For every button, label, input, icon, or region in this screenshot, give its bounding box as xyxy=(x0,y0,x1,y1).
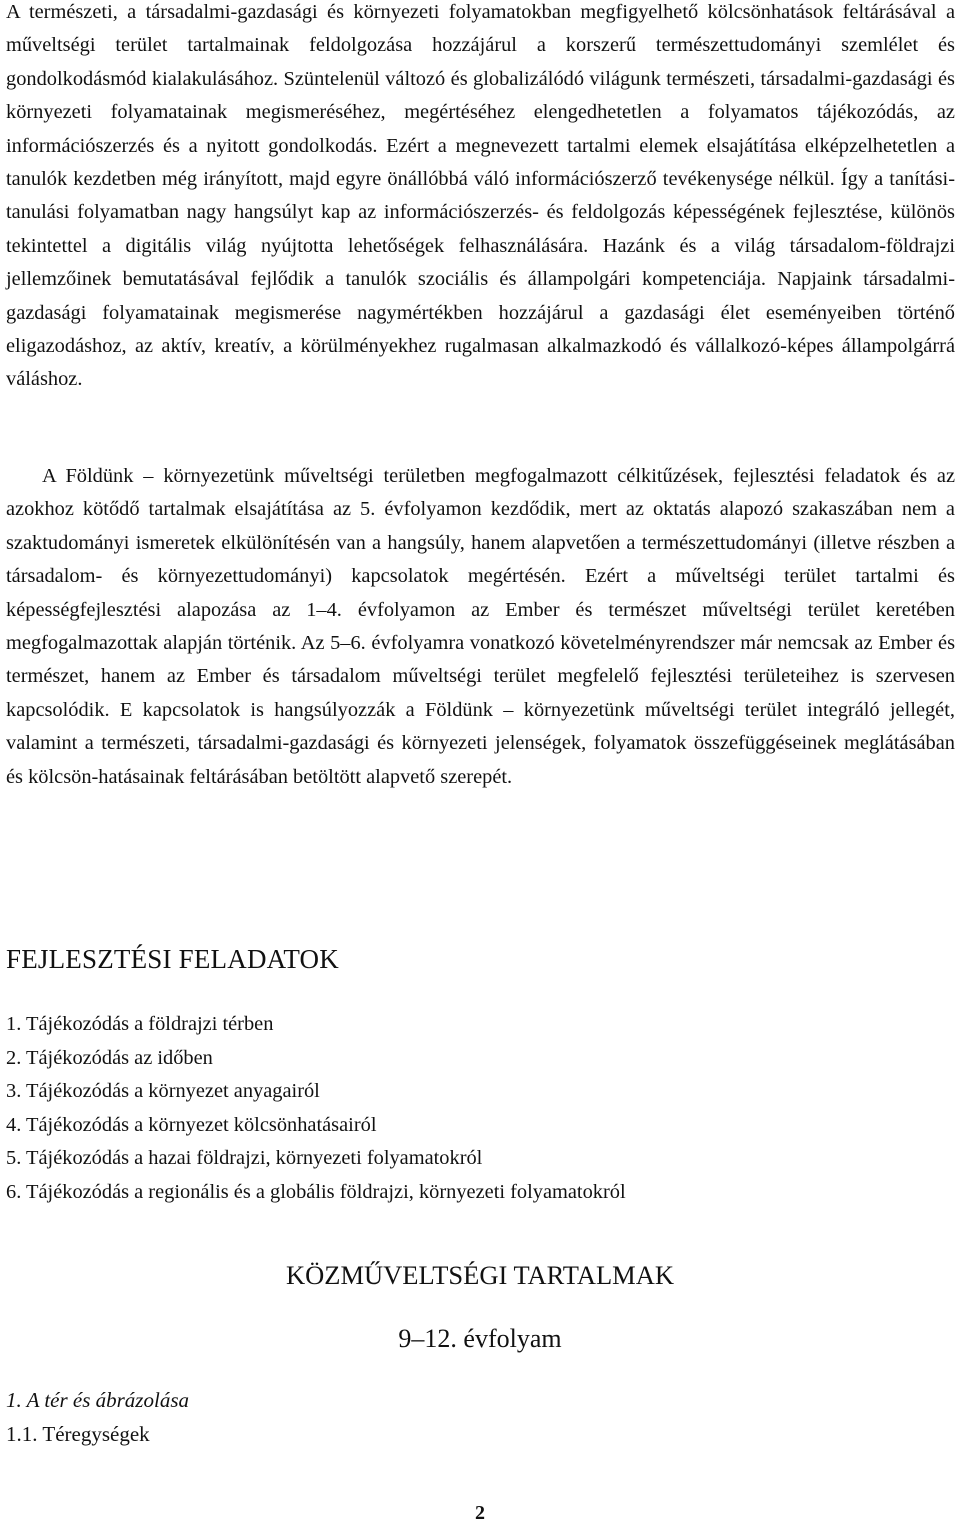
list-item: 1. Tájékozódás a földrajzi térben xyxy=(6,1013,274,1035)
section-heading: 1. A tér és ábrázolása xyxy=(6,1388,189,1412)
content-heading: KÖZMŰVELTSÉGI TARTALMAK xyxy=(286,1260,674,1290)
list-item: 4. Tájékozódás a környezet kölcsönhatásairól xyxy=(6,1113,377,1136)
grade-heading: 9–12. évfolyam xyxy=(398,1324,562,1353)
development-tasks-heading: FEJLESZTÉSI FELADATOK xyxy=(6,944,339,974)
list-item: 2. Tájékozódás az időben xyxy=(6,1046,213,1069)
page-number: 2 xyxy=(475,1502,485,1524)
list-item: 5. Tájékozódás a hazai földrajzi, környezeti folyamatokról xyxy=(6,1147,483,1170)
list-item: 3. Tájékozódás a környezet anyagairól xyxy=(6,1080,320,1103)
subsection-heading: 1.1. Téregységek xyxy=(6,1422,150,1446)
list-item: 6. Tájékozódás a regionális és a globális földrajzi, környezeti folyamatokról xyxy=(6,1180,626,1203)
intro-paragraph: A természeti, a társadalmi-gazdasági és környezeti folyamatokban megfigyelhető kölcsönhatások feltárásával a műveltségi terület tartalmainak feldolgozása hozzájárul a korszerű természettudományi szemlélet és gondolkodásmód kialakulásához. Szüntelenül változó és globalizálódó világunk természeti, társadalmi-gazdasági és környezeti folyamatainak megismeréséhez, megértéséhez elengedhetetlen a folyamatos tájékozódás, az információszerzés és a nyitott gondolkodás. Ezért a megnevezett tartalmi elemek elsajátítása elképzelhetetlen a tanulók kezdetben még irányított, majd egyre önállóbbá váló információszerző tevékenysége nélkül. Így a tanítási-tanulási folyamatban nagy hangsúlyt kap az információszerzés- és feldolgozás képességének fejlesztése, különös tekintettel a digitális világ nyújtotta lehetőségek felhasználására. Hazánk és a világ társadalom-földrajzi jellemzőinek bemutatásával fejlődik a tanulók szociális és állampolgári kompetenciája. Napjaink társadalmi-gazdasági folyamatainak megismerése nagymértékben hozzájárul a gazdasági élet eseményeiben történő eligazodáshoz, az aktív, kreatív, a körülményekhez rugalmasan alkalmazkodó és vállalkozó-képes állampolgárrá váláshoz. xyxy=(6,1,955,391)
curriculum-paragraph: A Földünk – környezetünk műveltségi területben megfogalmazott célkitűzések, fejlesztési feladatok és az azokhoz kötődő tartalmak elsajátítása az 5. évfolyamon kezdődik, mert az oktatás alapozó szakaszában nem a szaktudományi ismeretek elkülönítésén van a hangsúly, hanem alapvetően a természettudományi (illetve részben a társadalom- és környezettudományi) kapcsolatok megértésén. Ezért a műveltségi terület tartalmi és képességfejlesztési alapozása az 1–4. évfolyamon az Ember és természet műveltségi terület keretében megfogalmazottak alapján történik. Az 5–6. évfolyamra vonatkozó követelményrendszer már nemcsak az Ember és természet, hanem az Ember és társadalom műveltségi terület megfelelő fejlesztési területeihez is szervesen kapcsolódik. E kapcsolatok is hangsúlyozzák a Földünk – környezetünk műveltségi terület integráló jellegét, valamint a természeti, társadalmi-gazdasági és környezeti jelenségek, folyamatok összefüggéseinek meglátásában és kölcsön-hatásainak feltárásában betöltött alapvető szerepét. xyxy=(6,465,955,788)
development-task-list xyxy=(6,1008,626,1210)
